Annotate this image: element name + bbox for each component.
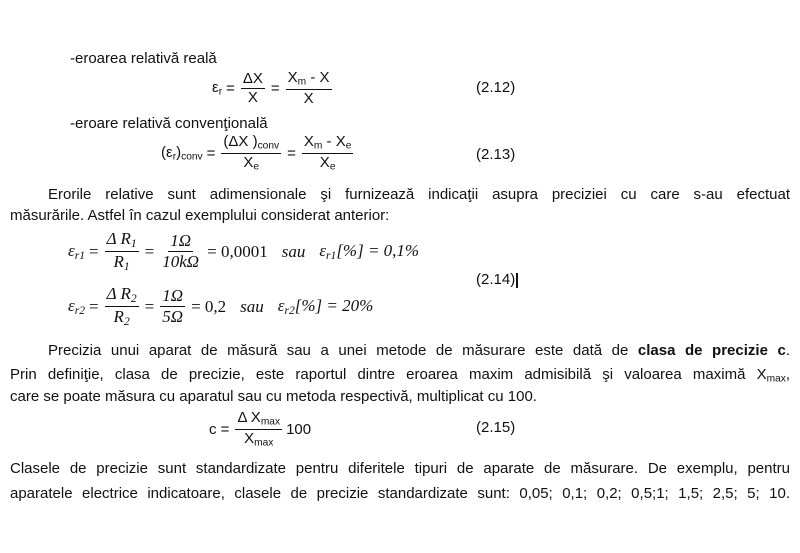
- eq-lhs: $\varepsilon_{r2}$: [68, 296, 85, 317]
- paragraph-relative-errors-line2: măsurările. Astfel în cazul exemplului considerat anterior:: [10, 207, 390, 224]
- paragraph-precision-line1: Precizia unui aparat de măsură sau a unei metode de măsurare este dată de clasa de precizie c.: [48, 342, 790, 359]
- equation-2-14-row2: $\varepsilon_{r2}$ = $\frac{\Delta R_2}{R_2}$ = $\frac{1\Omega}{5\Omega}$ = 0,2 sau $\varepsilon_{r2}[\%] = 20\%$: [68, 284, 374, 328]
- equation-number-2-13: (2.13): [476, 146, 516, 163]
- equation-2-12: [212, 70, 334, 107]
- factor-100: 100: [286, 421, 312, 439]
- sau-word: sau: [281, 241, 306, 261]
- equals-sign: =: [287, 145, 296, 163]
- percent-expression: $\varepsilon_{r1}[\%] = 0,1\%$: [319, 241, 420, 262]
- eq-lhs: $(\varepsilon_r)_{conv}$: [161, 144, 203, 164]
- fraction-delta-r1: $\frac{\Delta R_1}{R_1}$: [106, 229, 137, 273]
- fraction-delta-x-conv: $\frac{(\Delta X )_{conv}}{X_e}$: [223, 133, 280, 173]
- fraction-delta-r2: $\frac{\Delta R_2}{R_2}$: [106, 284, 137, 328]
- sau-word: sau: [240, 296, 264, 316]
- paragraph-relative-errors-line1: Erorile relative sunt adimensionale şi furnizează indicaţii asupra preciziei cu care s-au efectuat: [48, 186, 790, 203]
- paragraph-precision-line2: Prin definiţie, clasa de precizie, este raportul dintre eroarea maxim admisibilă şi valoarea maximă $X_{max}$,: [10, 366, 790, 385]
- fraction-1ohm-10kohm: $\frac{1\Omega}{10k\Omega}$: [162, 231, 200, 272]
- real-error-label: -eroarea relativă reală: [70, 50, 217, 67]
- equation-2-13: [161, 134, 355, 174]
- text-cursor: [516, 273, 518, 288]
- fraction-delta-x: $\frac{\Delta X}{X}$: [242, 70, 263, 106]
- equals-sign: =: [226, 80, 235, 97]
- paragraph-precision-line3: care se poate măsura cu aparatul sau cu metoda respectivă, multiplicat cu 100.: [10, 388, 537, 405]
- paragraph-standard-classes-line1: Clasele de precizie sunt standardizate pentru diferitele tipuri de aparate de măsurare. De exemplu, pentru: [10, 460, 790, 477]
- equals-sign: =: [270, 80, 280, 97]
- conventional-error-label: -eroare relativă convenţională: [70, 115, 268, 132]
- percent-expression: $\varepsilon_{r2}[\%] = 20\%$: [277, 296, 374, 317]
- eq-lhs: c =: [209, 421, 230, 439]
- eq-lhs: $\varepsilon_{r1}$: [68, 241, 85, 262]
- result-value: = 0,0001: [207, 241, 268, 261]
- fraction-xm-xe: $\frac{X_m - X_e}{X_e}$: [303, 133, 352, 173]
- fraction-1ohm-5ohm: $\frac{1\Omega}{5\Omega}$: [162, 286, 184, 327]
- equation-number-2-14: (2.14): [476, 271, 518, 288]
- equation-2-15: [209, 410, 311, 450]
- equation-number-2-12: (2.12): [476, 79, 516, 96]
- equals-sign: =: [206, 145, 216, 163]
- fraction-delta-xmax: $\frac{\Delta X_{max}}{X_{max}}$: [237, 409, 281, 449]
- equation-number-2-15: (2.15): [476, 419, 516, 436]
- eq-lhs: $\varepsilon_r$: [212, 79, 223, 98]
- equation-2-14-row1: $\varepsilon_{r1}$ = $\frac{\Delta R_1}{R_1}$ = $\frac{1\Omega}{10k\Omega}$ = 0,0001 sau $\varepsilon_{r1}[\%] = 0,1\%$: [68, 229, 420, 273]
- fraction-xm-x: $\frac{X_m - X}{X}$: [287, 69, 330, 108]
- result-value: = 0,2: [191, 296, 227, 316]
- bold-term-precision-class: clasa de precizie c: [637, 342, 786, 359]
- paragraph-standard-classes-line2: aparatele electrice indicatoare, clasele de precizie standardizate sunt: 0,05; 0,1; 0,2; 0,5;1; 1,5; 2,5; 5; 10.: [10, 485, 790, 502]
